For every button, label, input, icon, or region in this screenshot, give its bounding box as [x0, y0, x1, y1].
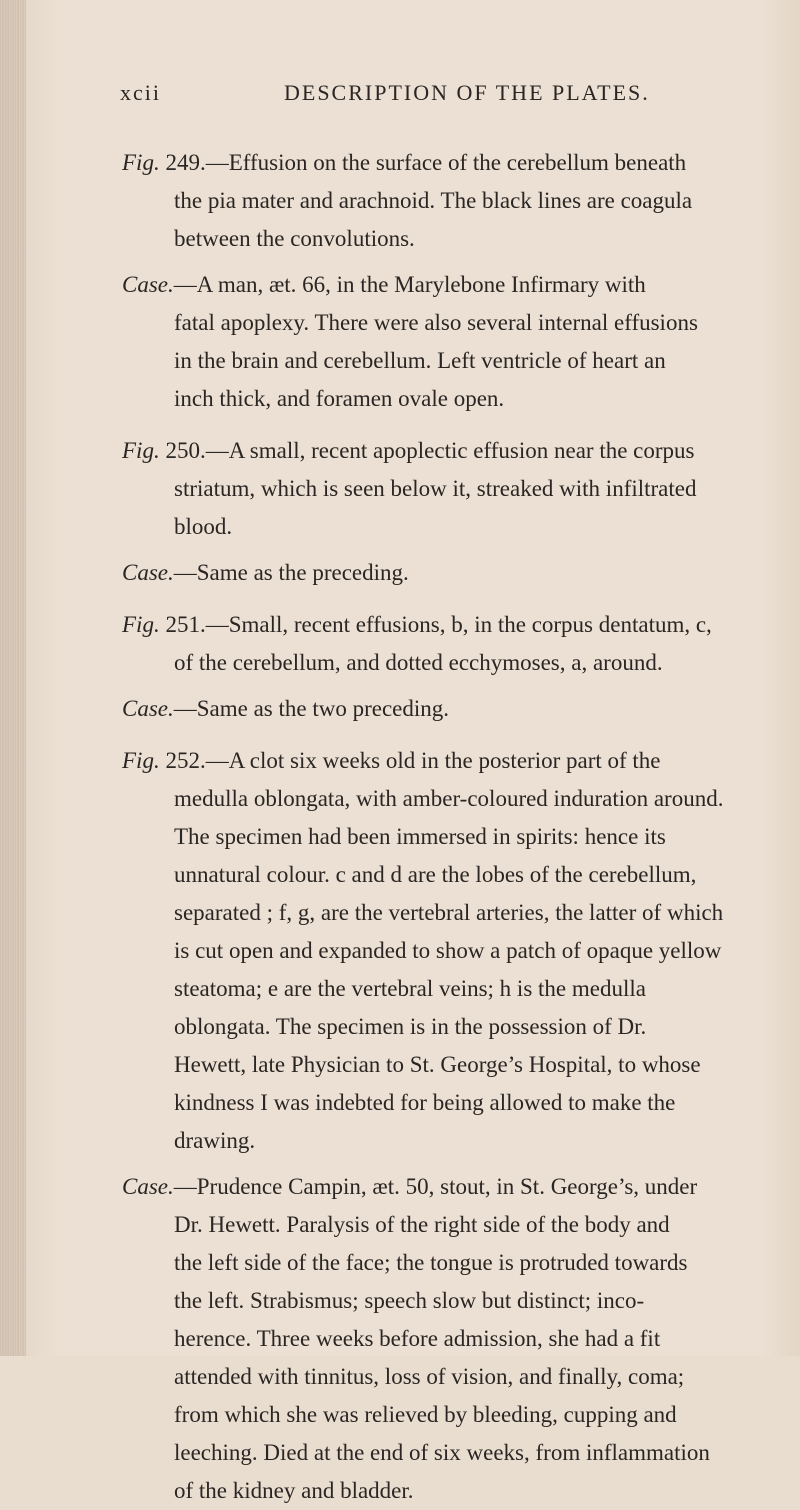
entry-line: is cut open and expanded to show a patch of opaque yellow	[174, 938, 722, 963]
entry-line: striatum, which is seen below it, streaked with infiltrated	[174, 476, 697, 501]
case-entry	[122, 1168, 768, 1510]
entry-line: —Same as the two preceding.	[173, 696, 450, 721]
entry-line: fatal apoplexy. There were also several internal effusions	[174, 310, 698, 335]
entry-lead: Case.	[122, 272, 174, 297]
entry-lead: Fig.	[122, 612, 160, 637]
entry-line: the pia mater and arachnoid. The black lines are coagula	[174, 188, 693, 213]
entry-line: Hewett, late Physician to St. George’s Hospital, to whose	[174, 1052, 701, 1077]
entry-line: 252.—A clot six weeks old in the posterior part of the	[159, 748, 661, 773]
entry-lead: Case.	[122, 560, 174, 585]
entry-line: 249.—Effusion on the surface of the cerebellum beneath	[159, 150, 687, 175]
fig-251-entry	[122, 606, 768, 682]
case-entry	[122, 554, 768, 592]
entry-line: kindness I was indebted for being allowed to make the	[174, 1090, 676, 1115]
entry-line: from which she was relieved by bleeding, cupping and	[174, 1402, 677, 1427]
entry-line: unnatural colour. c and d are the lobes of the cerebellum,	[174, 862, 697, 887]
entry-line: —Prudence Campin, æt. 50, stout, in St. George’s, under	[173, 1174, 698, 1199]
entry-line: —Same as the preceding.	[173, 560, 409, 585]
page-header	[120, 80, 680, 120]
entry-line: attended with tinnitus, loss of vision, and finally, coma;	[174, 1364, 685, 1389]
page-number: xcii	[120, 80, 161, 105]
entry-line: The specimen had been immersed in spirits: hence its	[174, 824, 666, 849]
page-gutter	[0, 0, 26, 1356]
entry-line: blood.	[174, 514, 233, 539]
entry-line: 251.—Small, recent effusions, b, in the corpus dentatum, c,	[159, 612, 712, 637]
entry-line: Dr. Hewett. Paralysis of the right side of the body and	[174, 1212, 670, 1237]
running-title: DESCRIPTION OF THE PLATES.	[284, 80, 650, 105]
entry-line: medulla oblongata, with amber-coloured induration around.	[174, 786, 724, 811]
entry-line: in the brain and cerebellum. Left ventricle of heart an	[174, 348, 666, 373]
fig-252-entry	[122, 742, 768, 1160]
fig-250-entry	[122, 432, 768, 546]
fig-249-entry	[122, 144, 768, 258]
entry-line: the left side of the face; the tongue is protruded towards	[174, 1250, 688, 1275]
entry-lead: Fig.	[122, 748, 160, 773]
entry-line: drawing.	[174, 1128, 256, 1153]
entry-line: the left. Strabismus; speech slow but distinct; inco-	[174, 1288, 645, 1313]
case-entry	[122, 266, 768, 418]
entry-line: oblongata. The specimen is in the possession of Dr.	[174, 1014, 647, 1039]
entry-line: of the kidney and bladder.	[174, 1478, 414, 1503]
entry-lead: Case.	[122, 1174, 174, 1199]
entry-lead: Fig.	[122, 438, 160, 463]
entry-line: herence. Three weeks before admission, she had a fit	[174, 1326, 661, 1351]
entry-line: —A man, æt. 66, in the Marylebone Infirmary with	[173, 272, 646, 297]
entry-lead: Case.	[122, 696, 174, 721]
entry-line: leeching. Died at the end of six weeks, from inflammation	[174, 1440, 710, 1465]
entry-line: of the cerebellum, and dotted ecchymoses, a, around.	[174, 650, 663, 675]
entry-line: steatoma; e are the vertebral veins; h is the medulla	[174, 976, 646, 1001]
entry-lead: Fig.	[122, 150, 160, 175]
entry-line: inch thick, and foramen ovale open.	[174, 386, 505, 411]
case-entry	[122, 690, 768, 728]
entry-line: 250.—A small, recent apoplectic effusion near the corpus	[159, 438, 695, 463]
entry-line: separated ; f, g, are the vertebral arteries, the latter of which	[174, 900, 724, 925]
entry-line: between the convolutions.	[174, 226, 415, 251]
